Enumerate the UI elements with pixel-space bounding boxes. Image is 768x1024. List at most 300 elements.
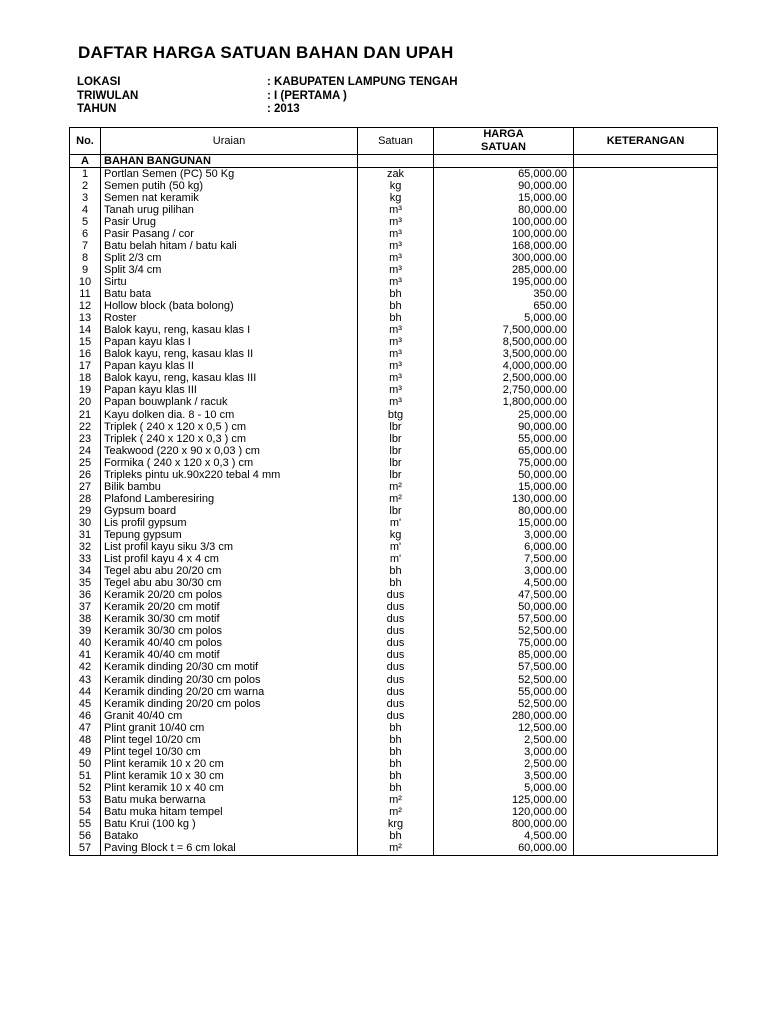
- row-harga: 85,000.00: [434, 650, 574, 662]
- row-harga: 2,500.00: [434, 758, 574, 770]
- row-uraian: Teakwood (220 x 90 x 0,03 ) cm: [101, 445, 358, 457]
- row-harga: 4,000,000.00: [434, 361, 574, 373]
- row-harga: 15,000.00: [434, 517, 574, 529]
- table-row: [70, 542, 718, 554]
- row-keterangan: [574, 361, 718, 373]
- row-keterangan: [574, 674, 718, 686]
- row-no: 24: [70, 445, 101, 457]
- table-row: [70, 758, 718, 770]
- row-harga: 5,000.00: [434, 782, 574, 794]
- row-no: 25: [70, 457, 101, 469]
- row-harga: 7,500.00: [434, 554, 574, 566]
- row-harga: 8,500,000.00: [434, 337, 574, 349]
- row-no: 35: [70, 578, 101, 590]
- row-harga: 80,000.00: [434, 505, 574, 517]
- row-keterangan: [574, 710, 718, 722]
- row-keterangan: [574, 734, 718, 746]
- row-keterangan: [574, 782, 718, 794]
- row-harga: 168,000.00: [434, 240, 574, 252]
- row-satuan: lbr: [358, 469, 434, 481]
- row-no: 27: [70, 481, 101, 493]
- row-harga: 3,000.00: [434, 529, 574, 541]
- row-keterangan: [574, 349, 718, 361]
- section-row: [70, 155, 718, 168]
- row-keterangan: [574, 505, 718, 517]
- row-harga: 130,000.00: [434, 493, 574, 505]
- table-row: [70, 264, 718, 276]
- row-uraian: Sirtu: [101, 276, 358, 288]
- row-no: 12: [70, 301, 101, 313]
- row-uraian: Triplek ( 240 x 120 x 0,3 ) cm: [101, 433, 358, 445]
- row-satuan: lbr: [358, 421, 434, 433]
- row-uraian: Pasir Urug: [101, 216, 358, 228]
- section-satuan-cell: [358, 155, 434, 168]
- row-satuan: m³: [358, 349, 434, 361]
- row-keterangan: [574, 445, 718, 457]
- table-row: [70, 831, 718, 843]
- row-harga: 195,000.00: [434, 276, 574, 288]
- row-uraian: Plafond Lamberesiring: [101, 493, 358, 505]
- row-harga: 800,000.00: [434, 819, 574, 831]
- row-harga: 50,000.00: [434, 469, 574, 481]
- row-satuan: m²: [358, 843, 434, 856]
- row-satuan: m': [358, 542, 434, 554]
- row-no: 2: [70, 180, 101, 192]
- row-satuan: m³: [358, 337, 434, 349]
- row-keterangan: [574, 240, 718, 252]
- row-keterangan: [574, 216, 718, 228]
- row-uraian: Keramik dinding 20/30 cm motif: [101, 662, 358, 674]
- row-harga: 3,500,000.00: [434, 349, 574, 361]
- table-row: [70, 168, 718, 181]
- row-satuan: kg: [358, 180, 434, 192]
- row-keterangan: [574, 409, 718, 421]
- row-satuan: bh: [358, 734, 434, 746]
- row-harga: 52,500.00: [434, 626, 574, 638]
- row-no: 4: [70, 204, 101, 216]
- row-harga: 57,500.00: [434, 614, 574, 626]
- table-row: [70, 734, 718, 746]
- table-row: [70, 698, 718, 710]
- table-row: [70, 770, 718, 782]
- header-satuan: Satuan: [358, 128, 434, 155]
- row-harga: 285,000.00: [434, 264, 574, 276]
- row-no: 11: [70, 289, 101, 301]
- row-satuan: lbr: [358, 433, 434, 445]
- row-no: 5: [70, 216, 101, 228]
- table-row: [70, 204, 718, 216]
- row-keterangan: [574, 542, 718, 554]
- row-uraian: List profil kayu siku 3/3 cm: [101, 542, 358, 554]
- row-satuan: bh: [358, 831, 434, 843]
- row-no: 51: [70, 770, 101, 782]
- meta-label: LOKASI: [77, 76, 121, 88]
- row-no: 28: [70, 493, 101, 505]
- row-satuan: m³: [358, 361, 434, 373]
- row-uraian: Tanah urug pilihan: [101, 204, 358, 216]
- row-keterangan: [574, 831, 718, 843]
- row-keterangan: [574, 529, 718, 541]
- header-row: [70, 128, 718, 155]
- row-satuan: bh: [358, 770, 434, 782]
- row-uraian: List profil kayu 4 x 4 cm: [101, 554, 358, 566]
- row-no: 34: [70, 566, 101, 578]
- row-uraian: Keramik 30/30 cm polos: [101, 626, 358, 638]
- row-harga: 280,000.00: [434, 710, 574, 722]
- row-satuan: m': [358, 554, 434, 566]
- row-uraian: Papan kayu klas II: [101, 361, 358, 373]
- row-keterangan: [574, 313, 718, 325]
- row-harga: 4,500.00: [434, 831, 574, 843]
- table-row: [70, 252, 718, 264]
- row-keterangan: [574, 578, 718, 590]
- row-no: 41: [70, 650, 101, 662]
- section-keterangan-cell: [574, 155, 718, 168]
- row-harga: 52,500.00: [434, 674, 574, 686]
- row-harga: 5,000.00: [434, 313, 574, 325]
- row-no: 43: [70, 674, 101, 686]
- row-harga: 47,500.00: [434, 590, 574, 602]
- table-row: [70, 337, 718, 349]
- meta-value: : I (PERTAMA ): [267, 89, 347, 102]
- row-no: 32: [70, 542, 101, 554]
- row-harga: 60,000.00: [434, 843, 574, 856]
- row-keterangan: [574, 758, 718, 770]
- row-uraian: Pasir Pasang / cor: [101, 228, 358, 240]
- row-keterangan: [574, 433, 718, 445]
- row-uraian: Gypsum board: [101, 505, 358, 517]
- row-harga: 12,500.00: [434, 722, 574, 734]
- row-uraian: Tegel abu abu 30/30 cm: [101, 578, 358, 590]
- row-no: 16: [70, 349, 101, 361]
- table-row: [70, 433, 718, 445]
- table-row: [70, 807, 718, 819]
- meta-label: TRIWULAN: [77, 89, 139, 102]
- section-title: BAHAN BANGUNAN: [101, 155, 358, 168]
- row-harga: 75,000.00: [434, 457, 574, 469]
- row-no: 22: [70, 421, 101, 433]
- row-no: 38: [70, 614, 101, 626]
- row-no: 54: [70, 807, 101, 819]
- row-harga: 125,000.00: [434, 794, 574, 806]
- row-harga: 2,750,000.00: [434, 385, 574, 397]
- row-keterangan: [574, 481, 718, 493]
- table-row: [70, 361, 718, 373]
- row-no: 45: [70, 698, 101, 710]
- row-harga: 650.00: [434, 301, 574, 313]
- row-satuan: bh: [358, 578, 434, 590]
- table-row: [70, 192, 718, 204]
- row-keterangan: [574, 192, 718, 204]
- row-uraian: Hollow block (bata bolong): [101, 301, 358, 313]
- row-uraian: Batu muka berwarna: [101, 794, 358, 806]
- table-row: [70, 505, 718, 517]
- row-satuan: m³: [358, 373, 434, 385]
- row-no: 8: [70, 252, 101, 264]
- section-harga-cell: [434, 155, 574, 168]
- table-row: [70, 590, 718, 602]
- row-keterangan: [574, 385, 718, 397]
- table-row: [70, 614, 718, 626]
- row-no: 57: [70, 843, 101, 856]
- row-satuan: krg: [358, 819, 434, 831]
- row-uraian: Plint tegel 10/20 cm: [101, 734, 358, 746]
- row-uraian: Keramik dinding 20/20 cm warna: [101, 686, 358, 698]
- row-uraian: Papan bouwplank / racuk: [101, 397, 358, 409]
- row-uraian: Tripleks pintu uk.90x220 tebal 4 mm: [101, 469, 358, 481]
- row-uraian: Keramik 40/40 cm motif: [101, 650, 358, 662]
- table-row: [70, 445, 718, 457]
- row-harga: 350.00: [434, 289, 574, 301]
- row-harga: 65,000.00: [434, 168, 574, 181]
- header-no: No.: [70, 128, 101, 155]
- row-satuan: m²: [358, 493, 434, 505]
- table-row: [70, 529, 718, 541]
- table-row: [70, 493, 718, 505]
- row-no: 52: [70, 782, 101, 794]
- meta-label: TAHUN: [77, 103, 117, 115]
- row-satuan: bh: [358, 746, 434, 758]
- row-uraian: Portlan Semen (PC) 50 Kg: [101, 168, 358, 181]
- row-uraian: Plint keramik 10 x 20 cm: [101, 758, 358, 770]
- row-uraian: Balok kayu, reng, kasau klas II: [101, 349, 358, 361]
- row-uraian: Semen putih (50 kg): [101, 180, 358, 192]
- row-uraian: Split 2/3 cm: [101, 252, 358, 264]
- row-uraian: Papan kayu klas I: [101, 337, 358, 349]
- table-row: [70, 650, 718, 662]
- row-keterangan: [574, 517, 718, 529]
- row-keterangan: [574, 289, 718, 301]
- row-keterangan: [574, 180, 718, 192]
- row-uraian: Lis profil gypsum: [101, 517, 358, 529]
- table-row: [70, 469, 718, 481]
- row-uraian: Batu Krui (100 kg ): [101, 819, 358, 831]
- table-row: [70, 457, 718, 469]
- row-satuan: dus: [358, 710, 434, 722]
- row-no: 44: [70, 686, 101, 698]
- row-keterangan: [574, 457, 718, 469]
- row-harga: 15,000.00: [434, 192, 574, 204]
- row-harga: 57,500.00: [434, 662, 574, 674]
- table-row: [70, 638, 718, 650]
- row-satuan: kg: [358, 192, 434, 204]
- table-row: [70, 710, 718, 722]
- row-keterangan: [574, 566, 718, 578]
- row-uraian: Tegel abu abu 20/20 cm: [101, 566, 358, 578]
- row-uraian: Tepung gypsum: [101, 529, 358, 541]
- row-uraian: Bilik bambu: [101, 481, 358, 493]
- row-harga: 300,000.00: [434, 252, 574, 264]
- table-row: [70, 180, 718, 192]
- row-no: 13: [70, 313, 101, 325]
- row-uraian: Roster: [101, 313, 358, 325]
- table-row: [70, 602, 718, 614]
- row-harga: 120,000.00: [434, 807, 574, 819]
- table-row: [70, 289, 718, 301]
- row-keterangan: [574, 397, 718, 409]
- row-uraian: Batu bata: [101, 289, 358, 301]
- row-satuan: m²: [358, 807, 434, 819]
- row-no: 3: [70, 192, 101, 204]
- row-no: 36: [70, 590, 101, 602]
- row-satuan: dus: [358, 674, 434, 686]
- row-harga: 90,000.00: [434, 421, 574, 433]
- row-no: 47: [70, 722, 101, 734]
- row-keterangan: [574, 301, 718, 313]
- table-row: [70, 421, 718, 433]
- table-row: [70, 216, 718, 228]
- row-satuan: bh: [358, 289, 434, 301]
- row-satuan: m³: [358, 216, 434, 228]
- row-keterangan: [574, 204, 718, 216]
- row-keterangan: [574, 662, 718, 674]
- row-satuan: dus: [358, 686, 434, 698]
- row-uraian: Formika ( 240 x 120 x 0,3 ) cm: [101, 457, 358, 469]
- row-harga: 2,500,000.00: [434, 373, 574, 385]
- table-row: [70, 325, 718, 337]
- row-harga: 3,000.00: [434, 566, 574, 578]
- table-row: [70, 481, 718, 493]
- row-satuan: zak: [358, 168, 434, 181]
- table-row: [70, 409, 718, 421]
- row-uraian: Plint tegel 10/30 cm: [101, 746, 358, 758]
- header-harga-satuan: [434, 128, 574, 155]
- row-keterangan: [574, 337, 718, 349]
- page-title: DAFTAR HARGA SATUAN BAHAN DAN UPAH: [78, 43, 454, 62]
- row-no: 50: [70, 758, 101, 770]
- row-harga: 15,000.00: [434, 481, 574, 493]
- row-satuan: dus: [358, 698, 434, 710]
- table-row: [70, 819, 718, 831]
- row-harga: 55,000.00: [434, 686, 574, 698]
- row-no: 23: [70, 433, 101, 445]
- row-no: 55: [70, 819, 101, 831]
- row-satuan: bh: [358, 758, 434, 770]
- row-uraian: Kayu dolken dia. 8 - 10 cm: [101, 409, 358, 421]
- row-no: 10: [70, 276, 101, 288]
- row-uraian: Batu muka hitam tempel: [101, 807, 358, 819]
- table-row: [70, 722, 718, 734]
- row-no: 6: [70, 228, 101, 240]
- row-no: 21: [70, 409, 101, 421]
- row-no: 42: [70, 662, 101, 674]
- price-table: [69, 127, 718, 856]
- table-row: [70, 782, 718, 794]
- row-satuan: m²: [358, 481, 434, 493]
- row-uraian: Triplek ( 240 x 120 x 0,5 ) cm: [101, 421, 358, 433]
- table-row: [70, 674, 718, 686]
- row-keterangan: [574, 168, 718, 181]
- table-row: [70, 578, 718, 590]
- row-uraian: Keramik 20/20 cm polos: [101, 590, 358, 602]
- row-uraian: Plint granit 10/40 cm: [101, 722, 358, 734]
- row-satuan: m³: [358, 228, 434, 240]
- table-row: [70, 746, 718, 758]
- row-harga: 80,000.00: [434, 204, 574, 216]
- meta-value: : KABUPATEN LAMPUNG TENGAH: [267, 76, 458, 88]
- row-uraian: Keramik 20/20 cm motif: [101, 602, 358, 614]
- table-body: [70, 155, 718, 856]
- table-row: [70, 517, 718, 529]
- table-row: [70, 843, 718, 856]
- row-uraian: Paving Block t = 6 cm lokal: [101, 843, 358, 856]
- table-row: [70, 554, 718, 566]
- row-harga: 90,000.00: [434, 180, 574, 192]
- row-uraian: Balok kayu, reng, kasau klas III: [101, 373, 358, 385]
- table-row: [70, 662, 718, 674]
- row-uraian: Keramik dinding 20/30 cm polos: [101, 674, 358, 686]
- section-code: A: [70, 155, 101, 168]
- row-harga: 3,500.00: [434, 770, 574, 782]
- table-row: [70, 794, 718, 806]
- row-satuan: m³: [358, 240, 434, 252]
- row-keterangan: [574, 493, 718, 505]
- row-satuan: dus: [358, 650, 434, 662]
- row-keterangan: [574, 638, 718, 650]
- row-satuan: dus: [358, 638, 434, 650]
- row-uraian: Semen nat keramik: [101, 192, 358, 204]
- row-satuan: dus: [358, 614, 434, 626]
- row-keterangan: [574, 228, 718, 240]
- row-no: 56: [70, 831, 101, 843]
- row-harga: 6,000.00: [434, 542, 574, 554]
- row-keterangan: [574, 373, 718, 385]
- row-keterangan: [574, 421, 718, 433]
- row-uraian: Keramik 40/40 cm polos: [101, 638, 358, 650]
- row-satuan: m³: [358, 325, 434, 337]
- row-uraian: Batako: [101, 831, 358, 843]
- table-row: [70, 228, 718, 240]
- meta-value: : 2013: [267, 103, 300, 115]
- table-row: [70, 397, 718, 409]
- row-keterangan: [574, 276, 718, 288]
- row-satuan: m³: [358, 252, 434, 264]
- table-row: [70, 566, 718, 578]
- row-no: 31: [70, 529, 101, 541]
- row-uraian: Plint keramik 10 x 40 cm: [101, 782, 358, 794]
- row-satuan: m³: [358, 397, 434, 409]
- table-row: [70, 373, 718, 385]
- table-row: [70, 385, 718, 397]
- row-satuan: dus: [358, 662, 434, 674]
- row-no: 15: [70, 337, 101, 349]
- row-uraian: Balok kayu, reng, kasau klas I: [101, 325, 358, 337]
- header-keterangan: KETERANGAN: [574, 128, 718, 155]
- row-keterangan: [574, 722, 718, 734]
- row-harga: 100,000.00: [434, 216, 574, 228]
- row-no: 18: [70, 373, 101, 385]
- row-uraian: Granit 40/40 cm: [101, 710, 358, 722]
- row-harga: 1,800,000.00: [434, 397, 574, 409]
- row-keterangan: [574, 614, 718, 626]
- row-harga: 2,500.00: [434, 734, 574, 746]
- row-keterangan: [574, 554, 718, 566]
- row-satuan: dus: [358, 590, 434, 602]
- row-keterangan: [574, 264, 718, 276]
- row-satuan: lbr: [358, 445, 434, 457]
- row-keterangan: [574, 469, 718, 481]
- row-satuan: m³: [358, 385, 434, 397]
- row-satuan: lbr: [358, 457, 434, 469]
- row-harga: 52,500.00: [434, 698, 574, 710]
- row-no: 53: [70, 794, 101, 806]
- row-keterangan: [574, 602, 718, 614]
- row-uraian: Batu belah hitam / batu kali: [101, 240, 358, 252]
- row-satuan: bh: [358, 313, 434, 325]
- row-keterangan: [574, 770, 718, 782]
- row-no: 9: [70, 264, 101, 276]
- row-satuan: m³: [358, 204, 434, 216]
